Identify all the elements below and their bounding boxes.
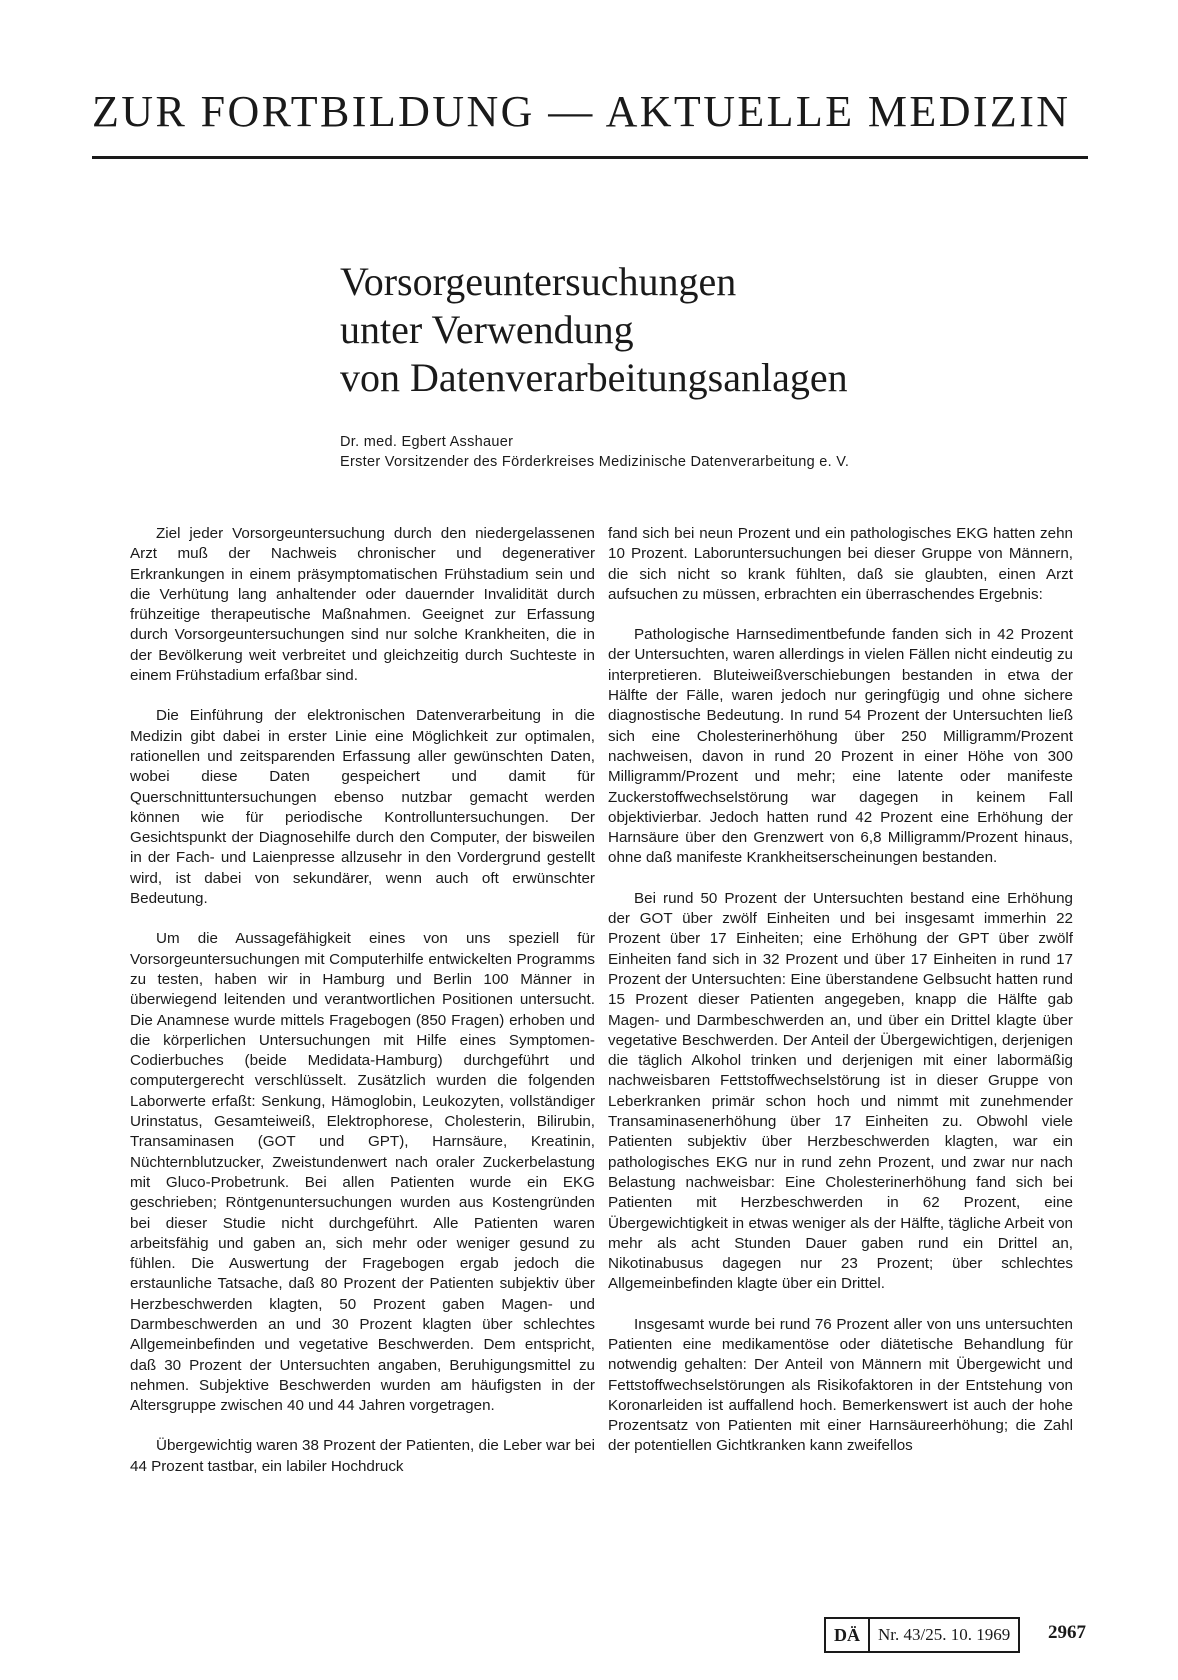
section-title: ZUR FORTBILDUNG — AKTUELLE MEDIZIN [92, 87, 1071, 136]
paragraph: Um die Aussagefähigkeit eines von uns speziell für Vorsorgeuntersuchungen mit Computerhilfe entwickelten Programms zu testen, haben wir in Hamburg und Berlin 100 Männer in überwiegend leitenden und verantwortlichen Positionen untersucht. Die Anamnese wurde mittels Fragebogen (850 Fragen) erhoben und die körperlichen Untersuchungen mit Hilfe eines Symptomen-Codierbuches (beide Medidata-Hamburg) durchgeführt und computergerecht verschlüsselt. Zusätzlich wurden die folgenden Laborwerte erfaßt: Senkung, Hämoglobin, Leukozyten, vollständiger Urinstatus, Gesamteiweiß, Elektrophorese, Cholesterin, Bilirubin, Transaminasen (GOT und GPT), Harnsäure, Kreatinin, Nüchternblutzucker, Zweistundenwert nach oraler Zuckerbelastung mit Gluco-Probetrunk. Bei allen Patienten wurde ein EKG geschrieben; Röntgenuntersuchungen wurden aus Kostengründen bei dieser Studie nicht durchgeführt. Alle Patienten waren arbeitsfähig und gaben an, sich mehr oder weniger gesund zu fühlen. Die Auswertung der Fragebogen ergab jedoch die erstaunliche Tatsache, daß 80 Prozent der Patienten subjektiv über Herzbeschwerden klagten, 50 Prozent gaben Magen- und Darmbeschwerden an und 30 Prozent klagten über schlechtes Allgemeinbefinden und vegetative Beschwerden. Dem entspricht, daß 30 Prozent der Untersuchten angaben, Beruhigungsmittel zu nehmen. Subjektive Beschwerden wurden am häufigsten in der Altersgruppe zwischen 40 und 44 Jahren vorgetragen. [130, 930, 595, 1415]
right-column [608, 524, 1073, 1457]
paragraph: Insgesamt wurde bei rund 76 Prozent aller von uns untersuchten Patienten eine medikamentöse oder diätetische Behandlung für notwendig gehalten: Der Anteil von Männern mit Übergewicht und Fettstoffwechselstörungen als Risikofaktoren in der Entstehung von Koronarleiden ist auffallend hoch. Bemerkenswert ist auch der hohe Prozentsatz von Patienten mit einer Harnsäureerhöhung; die Zahl der potentiellen Gichtkranken kann zweifellos [608, 1315, 1073, 1455]
article-title-line: unter Verwendung [340, 307, 634, 352]
article-title [340, 258, 1100, 402]
section-divider [92, 156, 1088, 159]
paragraph: Die Einführung der elektronischen Datenverarbeitung in die Medizin gibt dabei in erster Linie eine Möglichkeit zur optimalen, rationellen und zeitsparenden Erfassung aller gewünschten Daten, wobei diese Daten gespeichert und damit für Querschnittuntersuchungen ebenso nutzbar gemacht werden können wie für periodische Kontrolluntersuchungen. Der Gesichtspunkt der Diagnosehilfe durch den Computer, der bisweilen in der Fach- und Laienpresse allzusehr in den Vordergrund gestellt wird, ist dabei von sekundärer, wenn auch oft erwünschter Bedeutung. [130, 707, 595, 908]
journal-citation-box [824, 1617, 1020, 1653]
page-number: 2967 [1048, 1622, 1086, 1643]
left-column [130, 524, 595, 1477]
article-title-line: Vorsorgeuntersuchungen [340, 259, 737, 304]
author-affiliation: Erster Vorsitzender des Förderkreises Medizinische Datenverarbeitung e. V. [340, 454, 850, 470]
paragraph: fand sich bei neun Prozent und ein pathologisches EKG hatten zehn 10 Prozent. Laboruntersuchungen bei dieser Gruppe von Männern, die sich nicht so krank fühlten, daß sie glaubten, einen Arzt aufsuchen zu müssen, erbrachten ein überraschendes Ergebnis: [608, 525, 1073, 603]
journal-logo: DÄ [826, 1619, 870, 1651]
paragraph: Übergewichtig waren 38 Prozent der Patienten, die Leber war bei 44 Prozent tastbar, ein labiler Hochdruck [130, 1437, 596, 1475]
author-name: Dr. med. Egbert Asshauer [340, 434, 514, 450]
paragraph: Ziel jeder Vorsorgeuntersuchung durch den niedergelassenen Arzt muß der Nachweis chronischer und degenerativer Erkrankungen in einem präsymptomatischen Frühstadium sein und die Verhütung lang anhaltender oder dauernder Invalidität durch frühzeitige therapeutische Maßnahmen. Geeignet zur Erfassung durch Vorsorgeuntersuchungen sind nur solche Krankheiten, die in der Bevölkerung weit verbreitet und gleichzeitig durch Suchteste in einem Frühstadium erfaßbar sind. [130, 525, 595, 685]
paragraph: Bei rund 50 Prozent der Untersuchten bestand eine Erhöhung der GOT über zwölf Einheiten und bei insgesamt immerhin 22 Prozent über 17 Einheiten; eine Erhöhung der GPT über zwölf Einheiten fand sich in 32 Prozent und über 17 Einheiten in rund 17 Prozent der Untersuchten: Eine überstandene Gelbsucht hatten rund 15 Prozent dieser Patienten angegeben, knapp die Hälfte gab Magen- und Darmbeschwerden an, und über ein Drittel klagte über vegetative Beschwerden. Der Anteil der Übergewichtigen, derjenigen die täglich Alkohol trinken und derjenigen mit einer labormäßig nachweisbaren Fettstoffwechselstörung ist in dieser Gruppe von Leberkranken primär schon hoch und nimmt mit zunehmender Transaminasenerhöhung über 17 Einheiten zu. Obwohl viele Patienten subjektiv über Herzbeschwerden klagten, war ein pathologisches EKG nur in rund zehn Prozent, und zwar nur nach Belastung nachweisbar: Eine Cholesterinerhöhung fand sich bei Patienten mit Herzbeschwerden in 62 Prozent, eine Übergewichtigkeit in etwas weniger als der Hälfte, tägliche Arbeit von mehr als acht Stunden Dauer gaben rund ein Drittel an, Nikotinabusus dagegen nur 23 Prozent; über schlechtes Allgemeinbefinden klagte über ein Drittel. [608, 889, 1073, 1293]
byline [340, 432, 1100, 472]
paragraph: Pathologische Harnsedimentbefunde fanden sich in 42 Prozent der Untersuchten, waren allerdings in vielen Fällen nicht eindeutig zu interpretieren. Bluteiweißverschiebungen bestanden in etwa der Hälfte der Fälle, waren jedoch nur geringfügig und ohne sichere diagnostische Bedeutung. In rund 54 Prozent der Untersuchten ließ sich eine Cholesterinerhöhung über 250 Milligramm/Prozent nachweisen, davon in rund 20 Prozent in einer Höhe von 300 Milligramm/Prozent und mehr; eine latente oder manifeste Zuckerstoffwechselstörung war dagegen in keinem Fall objektivierbar. Jedoch hatten rund 42 Prozent eine Erhöhung der Harnsäure über den Grenzwert von 6,8 Milligramm/Prozent hinaus, ohne daß manifeste Krankheitserscheinungen bestanden. [608, 626, 1073, 867]
issue-info: Nr. 43/25. 10. 1969 [878, 1625, 1011, 1644]
article-title-line: von Datenverarbeitungsanlagen [340, 355, 848, 400]
